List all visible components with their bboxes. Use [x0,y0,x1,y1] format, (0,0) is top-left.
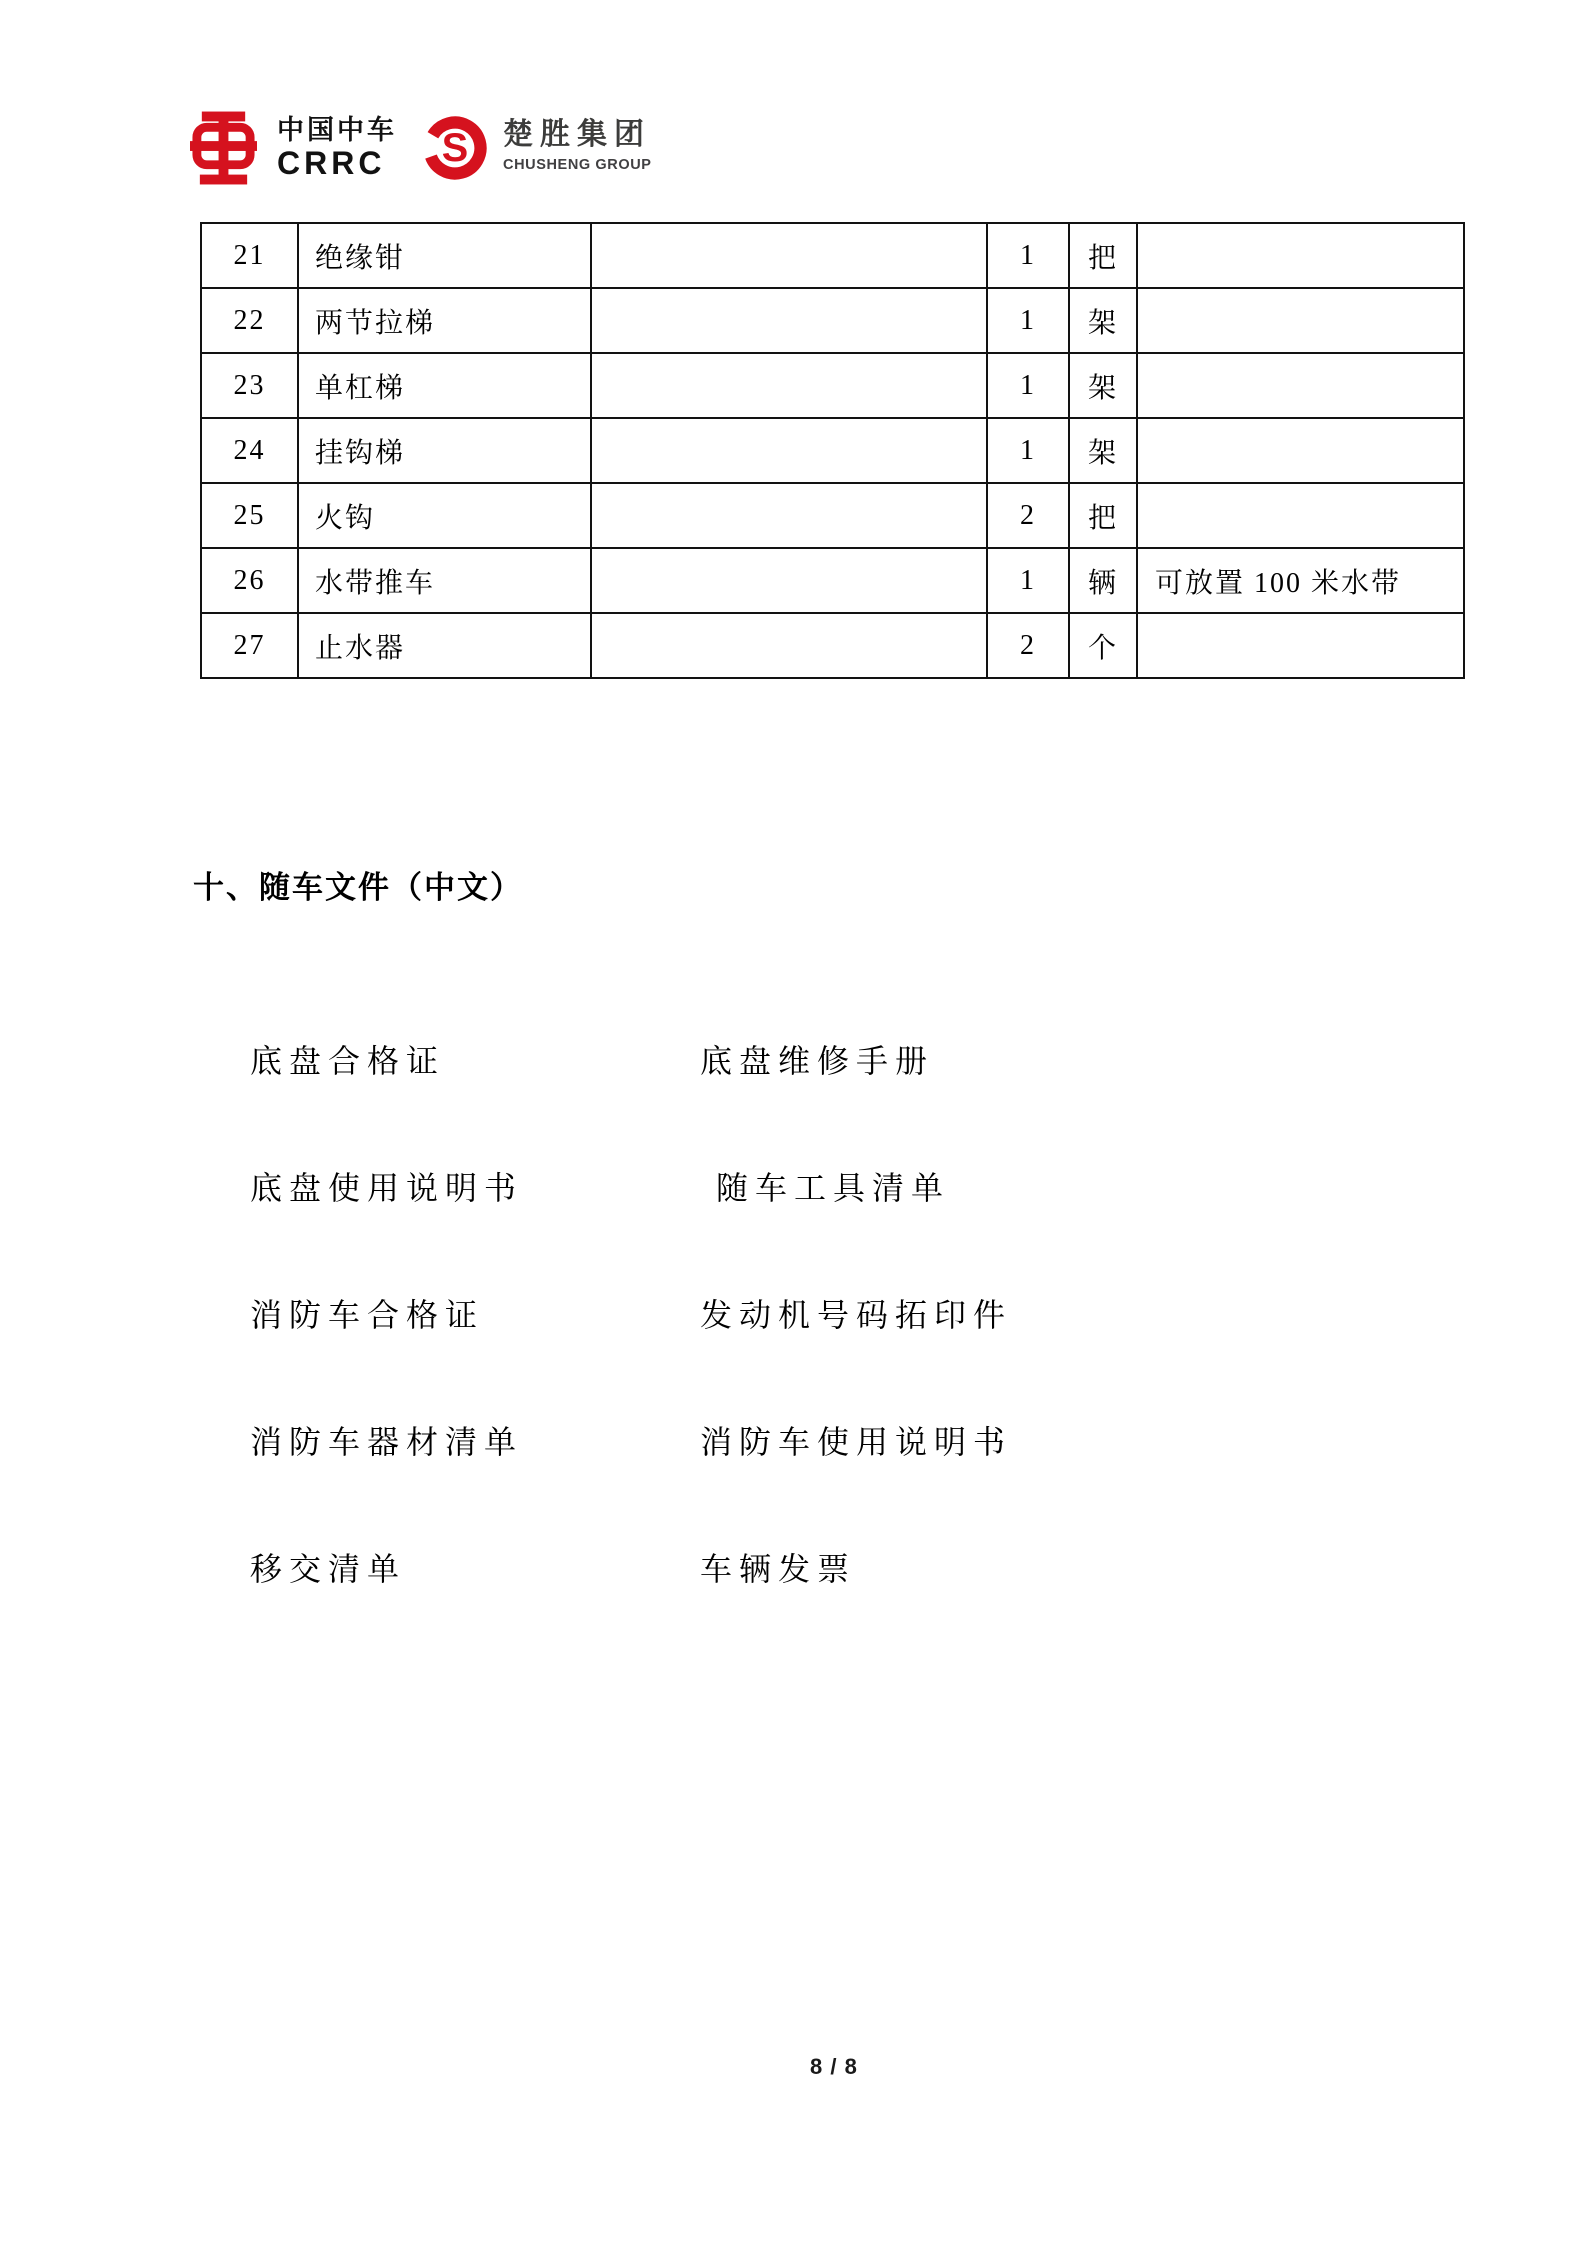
item-unit-cell: 架 [1069,353,1137,418]
chusheng-logo-text [503,117,652,173]
header-logo-band [0,0,1587,210]
item-unit-cell: 把 [1069,483,1137,548]
doc-right-label: 发动机号码拓印件 [700,1297,1013,1333]
item-no-cell: 23 [201,353,298,418]
crrc-name-en: CRRC [277,145,386,181]
equipment-table [200,222,1465,679]
item-unit-cell: 个 [1069,613,1137,678]
item-name-cell: 水带推车 [298,548,591,613]
item-no-cell: 24 [201,418,298,483]
item-spec-cell [591,288,987,353]
svg-text:S: S [441,126,469,171]
chusheng-emblem-icon [421,109,489,187]
item-note-cell [1137,353,1464,418]
item-qty-cell: 1 [987,288,1069,353]
page-number: 8 / 8 [810,2054,858,2079]
item-no-cell: 27 [201,613,298,678]
doc-right-label: 随车工具清单 [716,1170,951,1206]
item-spec-cell [591,223,987,288]
item-unit-cell: 架 [1069,418,1137,483]
table-row [201,223,1464,288]
item-name-cell: 单杠梯 [298,353,591,418]
item-note-cell [1137,483,1464,548]
item-spec-cell [591,418,987,483]
table-row [201,548,1464,613]
section-title: 十、随车文件（中文） [193,870,523,905]
item-spec-cell [591,613,987,678]
doc-left-label: 消防车器材清单 [250,1424,524,1460]
crrc-logo-text [277,114,397,179]
item-spec-cell [591,353,987,418]
doc-right-label: 车辆发票 [700,1551,857,1587]
doc-right-label: 消防车使用说明书 [700,1424,1013,1460]
table-row [201,483,1464,548]
item-note-cell [1137,613,1464,678]
table-row [201,353,1464,418]
item-note-cell [1137,288,1464,353]
crrc-emblem-icon [190,111,257,185]
item-no-cell: 22 [201,288,298,353]
item-name-cell: 挂钩梯 [298,418,591,483]
doc-left-label: 底盘合格证 [250,1043,446,1079]
item-unit-cell: 辆 [1069,548,1137,613]
item-qty-cell: 1 [987,223,1069,288]
table-row [201,613,1464,678]
table-row [201,418,1464,483]
item-no-cell: 25 [201,483,298,548]
item-unit-cell: 把 [1069,223,1137,288]
item-note-cell [1137,418,1464,483]
chusheng-name-en: CHUSHENG GROUP [503,157,652,173]
item-qty-cell: 1 [987,418,1069,483]
item-qty-cell: 2 [987,613,1069,678]
chusheng-name-zh: 楚胜集团 [503,118,651,151]
crrc-name-zh: 中国中车 [277,115,397,145]
doc-left-label: 移交清单 [250,1551,407,1587]
item-spec-cell [591,548,987,613]
doc-right-label: 底盘维修手册 [700,1043,935,1079]
doc-left-label: 底盘使用说明书 [250,1170,524,1206]
item-no-cell: 21 [201,223,298,288]
item-spec-cell [591,483,987,548]
item-note-cell: 可放置 100 米水带 [1137,548,1464,613]
doc-left-label: 消防车合格证 [250,1297,485,1333]
item-qty-cell: 1 [987,548,1069,613]
item-no-cell: 26 [201,548,298,613]
item-note-cell [1137,223,1464,288]
item-name-cell: 两节拉梯 [298,288,591,353]
item-name-cell: 火钩 [298,483,591,548]
table-row [201,288,1464,353]
item-unit-cell: 架 [1069,288,1137,353]
item-qty-cell: 2 [987,483,1069,548]
item-name-cell: 绝缘钳 [298,223,591,288]
item-qty-cell: 1 [987,353,1069,418]
item-name-cell: 止水器 [298,613,591,678]
